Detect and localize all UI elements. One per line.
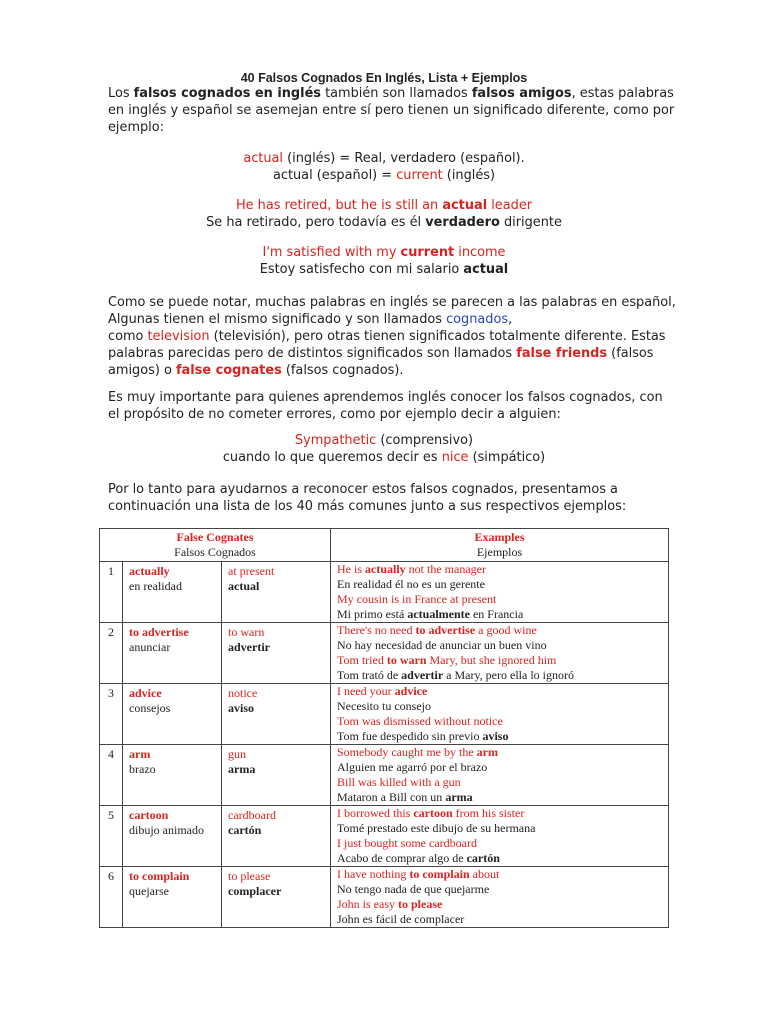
example-keyword: actually xyxy=(365,562,406,576)
english-word-cell xyxy=(123,745,222,806)
example-keyword: actualmente xyxy=(407,607,470,621)
english-equivalent: to please xyxy=(228,869,271,883)
example-keyword: aviso xyxy=(482,729,509,743)
example-text: (inglés) xyxy=(442,168,496,183)
example-english: I'm satisfied with my xyxy=(262,245,401,260)
english-equivalent: cardboard xyxy=(228,808,276,822)
english-word-cell xyxy=(123,806,222,867)
row-number: 5 xyxy=(100,806,123,867)
example-text: Tom fue despedido sin previo xyxy=(337,729,483,743)
example-line xyxy=(337,775,662,790)
english-word-cell xyxy=(123,684,222,745)
intro-bold-falsos-cognados: falsos cognados en inglés xyxy=(133,86,321,101)
word-false-cognates: false cognates xyxy=(175,363,282,378)
example-text: not the manager xyxy=(405,562,486,576)
example-keyword: to please xyxy=(398,897,443,911)
example-text: I just bought some cardboard xyxy=(337,836,477,850)
row-number: 1 xyxy=(100,562,123,623)
example-keyword: arma xyxy=(445,790,473,804)
example-line xyxy=(337,668,662,683)
example-line xyxy=(337,638,662,653)
paragraph-line: continuación una lista de los 40 más comunes junto a sus respectivos ejemplos: xyxy=(108,499,627,514)
example-text: Necesito tu consejo xyxy=(337,699,431,713)
example-text: Acabo de comprar algo de xyxy=(337,851,467,865)
example-line xyxy=(337,882,662,897)
examples-cell xyxy=(331,623,669,684)
example-line xyxy=(337,790,662,805)
table-row xyxy=(100,806,669,867)
false-cognate-word: actual xyxy=(228,579,260,593)
example-text: En realidad él no es un gerente xyxy=(337,577,485,591)
example-english: leader xyxy=(487,198,533,213)
paragraph-line: Por lo tanto para ayudarnos a reconocer estos falsos cognados, presentamos a xyxy=(108,482,618,497)
row-number: 3 xyxy=(100,684,123,745)
false-cognate-word: complacer xyxy=(228,884,282,898)
examples-cell xyxy=(331,684,669,745)
spanish-meaning: en realidad xyxy=(129,579,182,593)
example-text: en Francia xyxy=(469,607,524,621)
english-word-cell xyxy=(123,867,222,928)
false-cognate-cell xyxy=(222,623,331,684)
example-text: John is easy xyxy=(337,897,398,911)
example-line xyxy=(337,699,662,714)
example-keyword: arm xyxy=(476,745,498,759)
paragraph-text: (televisión), pero otras tienen significados totalmente diferente. Estas xyxy=(209,329,666,344)
example-text: I borrowed this xyxy=(337,806,414,820)
table-row xyxy=(100,867,669,928)
false-cognate-cell xyxy=(222,867,331,928)
example-text: (simpático) xyxy=(468,450,546,465)
examples-cell xyxy=(331,867,669,928)
spanish-meaning: anunciar xyxy=(129,640,171,654)
example-keyword: to warn xyxy=(386,653,427,667)
example-text: actual (español) = xyxy=(272,168,397,183)
example-keyword: cartón xyxy=(466,851,500,865)
example-text: There's no need xyxy=(337,623,416,637)
word-sympathetic: Sympathetic xyxy=(294,433,377,448)
example-bold: actual xyxy=(442,198,488,213)
example-text: Somebody caught me by the xyxy=(337,745,477,759)
english-equivalent: notice xyxy=(228,686,258,700)
example-text: (inglés) = Real, verdadero (español). xyxy=(283,151,525,166)
example-text: No hay necesidad de anunciar un buen vino xyxy=(337,638,547,652)
examples-cell xyxy=(331,562,669,623)
paragraph-text: (falsos xyxy=(607,346,654,361)
false-cognate-cell xyxy=(222,806,331,867)
page-title: 40 Falsos Cognados En Inglés, Lista + Ejemplos xyxy=(240,71,528,85)
intro-text: , estas palabras xyxy=(571,86,674,101)
false-cognate-cell xyxy=(222,562,331,623)
example-keyword: cartoon xyxy=(413,806,453,820)
example-english: He has retired, but he is still an xyxy=(235,198,443,213)
false-cognate-cell xyxy=(222,745,331,806)
example-line xyxy=(337,836,662,851)
spanish-meaning: quejarse xyxy=(129,884,169,898)
example-sympathetic xyxy=(0,432,768,466)
example-text: a Mary, pero ella lo ignoró xyxy=(443,668,574,682)
example-text: I have nothing xyxy=(337,867,410,881)
paragraph-list-intro xyxy=(108,481,668,515)
example-text: Alguien me agarró por el brazo xyxy=(337,760,488,774)
example-spanish: Se ha retirado, pero todavía es él xyxy=(206,215,426,230)
intro-paragraph xyxy=(108,85,675,136)
example-text: (comprensivo) xyxy=(376,433,474,448)
example-bold: current xyxy=(400,245,455,260)
paragraph-line: el propósito de no cometer errores, como por ejemplo decir a alguien: xyxy=(108,407,561,422)
table-row xyxy=(100,562,669,623)
english-word: arm xyxy=(129,747,151,761)
english-word: actually xyxy=(129,564,170,578)
example-keyword: to complain xyxy=(409,867,470,881)
example-sentence-actual xyxy=(0,197,768,231)
example-text: John es fácil de complacer xyxy=(337,912,465,926)
example-text: I need your xyxy=(337,684,395,698)
example-line xyxy=(337,912,662,927)
intro-line-1 xyxy=(108,85,674,102)
intro-text: también son llamados xyxy=(320,86,472,101)
examples-cell xyxy=(331,806,669,867)
example-keyword: to advertise xyxy=(415,623,476,637)
example-line xyxy=(337,684,662,699)
example-text: Mary, but she ignored him xyxy=(426,653,557,667)
example-text: Mi primo está xyxy=(337,607,408,621)
paragraph-text: , xyxy=(508,312,513,327)
example-line xyxy=(337,653,662,668)
english-word: advice xyxy=(129,686,162,700)
example-line xyxy=(337,592,662,607)
example-text: Tom trató de xyxy=(337,668,402,682)
example-line xyxy=(337,745,662,760)
example-line xyxy=(337,760,662,775)
intro-line-2: en inglés y español se asemejan entre sí pero tienen un significado diferente, como por xyxy=(108,103,675,118)
example-bold: actual xyxy=(463,262,509,277)
intro-text: Los xyxy=(108,86,134,101)
header-title: False Cognates xyxy=(176,530,254,544)
english-word-cell xyxy=(123,623,222,684)
example-line xyxy=(337,607,662,622)
row-number: 2 xyxy=(100,623,123,684)
paragraph-text: Algunas tienen el mismo significado y son llamados xyxy=(108,312,447,327)
example-text: about xyxy=(469,867,500,881)
paragraph-text: amigos) o xyxy=(108,363,176,378)
example-text: Tom was dismissed without notice xyxy=(337,714,503,728)
row-number: 6 xyxy=(100,867,123,928)
examples-cell xyxy=(331,745,669,806)
example-line xyxy=(337,867,662,882)
word-television: television xyxy=(147,329,210,344)
example-line xyxy=(337,623,662,638)
example-line xyxy=(337,729,662,744)
paragraph-line: Como se puede notar, muchas palabras en inglés se parecen a las palabras en español, xyxy=(108,295,676,310)
example-spanish: dirigente xyxy=(499,215,562,230)
intro-line-3: ejemplo: xyxy=(108,120,164,135)
spanish-meaning: consejos xyxy=(129,701,171,715)
paragraph-text: (falsos cognados). xyxy=(281,363,404,378)
example-text: cuando lo que queremos decir es xyxy=(222,450,442,465)
example-text: My cousin is in France at present xyxy=(337,592,497,606)
example-text: Tomé prestado este dibujo de su hermana xyxy=(337,821,536,835)
example-text: from his sister xyxy=(452,806,525,820)
link-cognados[interactable]: cognados xyxy=(446,312,509,327)
false-cognate-cell xyxy=(222,684,331,745)
false-cognate-word: aviso xyxy=(228,701,255,715)
english-word: to advertise xyxy=(129,625,189,639)
row-number: 4 xyxy=(100,745,123,806)
english-equivalent: gun xyxy=(228,747,246,761)
example-text: Mataron a Bill con un xyxy=(337,790,446,804)
english-word-cell xyxy=(123,562,222,623)
example-line xyxy=(337,577,662,592)
example-text: Bill was killed with a gun xyxy=(337,775,461,789)
word-nice: nice xyxy=(441,450,469,465)
english-word: to complain xyxy=(129,869,190,883)
example-text: Tom tried xyxy=(337,653,387,667)
table-row xyxy=(100,684,669,745)
example-actual xyxy=(0,150,768,184)
spanish-meaning: dibujo animado xyxy=(129,823,204,837)
example-text: No tengo nada de que quejarme xyxy=(337,882,490,896)
table-row xyxy=(100,623,669,684)
example-spanish: Estoy satisfecho con mi salario xyxy=(259,262,464,277)
english-equivalent: to warn xyxy=(228,625,265,639)
false-cognate-word: cartón xyxy=(228,823,262,837)
english-word: cartoon xyxy=(129,808,169,822)
false-cognates-table xyxy=(99,528,669,928)
example-keyword: advice xyxy=(394,684,428,698)
example-english: income xyxy=(454,245,506,260)
word-false-friends: false friends xyxy=(516,346,608,361)
false-cognate-word: arma xyxy=(228,762,256,776)
paragraph-line: Es muy importante para quienes aprendemos inglés conocer los falsos cognados, con xyxy=(108,390,663,405)
header-title: Examples xyxy=(474,530,525,544)
header-subtitle: Ejemplos xyxy=(476,545,523,559)
example-line xyxy=(337,714,662,729)
english-equivalent: at present xyxy=(228,564,275,578)
example-line xyxy=(337,897,662,912)
example-line xyxy=(337,562,662,577)
example-text: He is xyxy=(337,562,365,576)
paragraph-importance xyxy=(108,389,668,423)
table-header-row xyxy=(100,529,669,562)
example-keyword: advertir xyxy=(401,668,444,682)
header-subtitle: Falsos Cognados xyxy=(174,545,256,559)
example-text: a good wine xyxy=(475,623,537,637)
example-line xyxy=(337,821,662,836)
header-false-cognates xyxy=(100,529,331,562)
false-cognate-word: advertir xyxy=(228,640,270,654)
spanish-meaning: brazo xyxy=(129,762,156,776)
paragraph-text: palabras parecidas pero de distintos significados son llamados xyxy=(108,346,517,361)
word-actual: actual xyxy=(243,151,284,166)
paragraph-text: como xyxy=(108,329,148,344)
table-row xyxy=(100,745,669,806)
example-line xyxy=(337,806,662,821)
header-examples xyxy=(331,529,669,562)
word-current: current xyxy=(396,168,443,183)
example-bold: verdadero xyxy=(425,215,500,230)
example-sentence-current xyxy=(0,244,768,278)
paragraph-cognates xyxy=(108,294,676,379)
intro-bold-falsos-amigos: falsos amigos xyxy=(471,86,572,101)
example-line xyxy=(337,851,662,866)
